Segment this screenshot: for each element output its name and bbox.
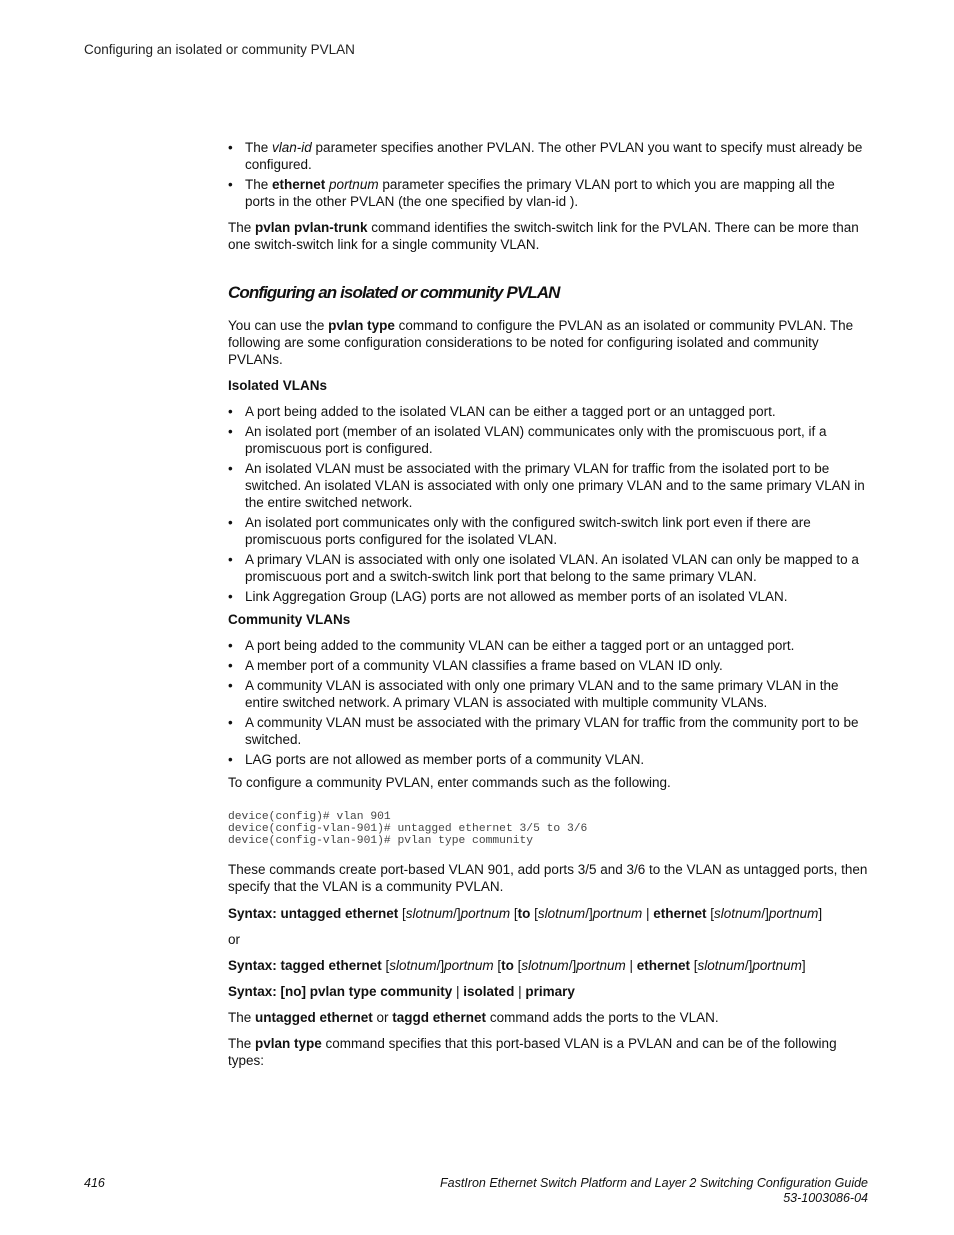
bold-term: ethernet	[272, 177, 326, 192]
italic-term: portnum	[444, 958, 494, 973]
bold-term: pvlan type	[255, 1036, 322, 1051]
list-item: • The vlan-id parameter specifies another PVLAN. The other PVLAN you want to specify must already be configured.	[228, 139, 868, 173]
list-item: • An isolated port communicates only with the configured switch-switch link port even if there are promiscuous ports configured for the isolated VLAN.	[228, 514, 868, 548]
list-item: • LAG ports are not allowed as member ports of a community VLAN.	[228, 751, 868, 768]
list-item: • An isolated port (member of an isolated VLAN) communicates only with the promiscuous port, if a promiscuous port is configured.	[228, 423, 868, 457]
config-intro-paragraph: To configure a community PVLAN, enter commands such as the following.	[228, 775, 671, 790]
footer-doc-info	[440, 1176, 868, 1206]
pvlan-trunk-paragraph: The pvlan pvlan-trunk command identifies the switch-switch link for the PVLAN. There can be more than one switch-switch link for a single community VLAN.	[228, 220, 859, 252]
list-item: • A port being added to the isolated VLAN can be either a tagged port or an untagged port.	[228, 403, 868, 420]
list-item: • A primary VLAN is associated with only one isolated VLAN. An isolated VLAN can only be mapped to a promiscuous port and a switch-switch link port that belong to the same primary VLAN.	[228, 551, 868, 585]
footer-doc-title: FastIron Ethernet Switch Platform and Layer 2 Switching Configuration Guide	[440, 1176, 868, 1190]
italic-term: portnum	[460, 906, 511, 921]
isolated-vlans-list	[228, 403, 868, 605]
italic-term: slotnum	[389, 958, 437, 973]
running-header: Configuring an isolated or community PVLAN	[84, 42, 355, 57]
bold-term: taggd ethernet	[392, 1010, 487, 1025]
bold-term: Syntax: tagged ethernet	[228, 958, 382, 973]
bold-term: primary	[525, 984, 575, 999]
footer-doc-number: 53-1003086-04	[783, 1191, 868, 1205]
italic-term: slotnum	[405, 906, 454, 921]
bold-term: pvlan pvlan-trunk	[255, 220, 368, 235]
list-item: • Link Aggregation Group (LAG) ports are not allowed as member ports of an isolated VLAN.	[228, 588, 868, 605]
after-code-paragraph: These commands create port-based VLAN 901, add ports 3/5 and 3/6 to the VLAN as untagged ports, then specify that the VLAN is a community PVLAN.	[228, 862, 868, 894]
page-number: 416	[84, 1176, 105, 1190]
bold-term: untagged ethernet	[255, 1010, 373, 1025]
community-vlans-heading: Community VLANs	[228, 612, 351, 627]
list-item: • A community VLAN must be associated with the primary VLAN for traffic from the community port to be switched.	[228, 714, 868, 748]
section-intro-paragraph: You can use the pvlan type command to configure the PVLAN as an isolated or community PVLAN. The following are some configuration considerations to be noted for configuring isolated and community PVLANs.	[228, 318, 854, 367]
italic-term: portnum	[576, 958, 626, 973]
syntax-tagged: Syntax: tagged ethernet [slotnum/]portnum [to [slotnum/]portnum | ethernet [slotnum/]portnum]	[228, 958, 806, 973]
italic-term: portnum	[592, 906, 643, 921]
list-item: • A port being added to the community VLAN can be either a tagged port or an untagged port.	[228, 637, 868, 654]
bold-term: isolated	[463, 984, 515, 999]
list-item: • A member port of a community VLAN classifies a frame based on VLAN ID only.	[228, 657, 868, 674]
italic-term: slotnum	[521, 958, 569, 973]
intro-bullets	[228, 139, 868, 210]
code-example: device(config)# vlan 901 device(config-vlan-901)# untagged ethernet 3/5 to 3/6 device(config-vlan-901)# pvlan type community	[228, 811, 588, 847]
page-content	[228, 139, 868, 1069]
italic-term: vlan-id	[272, 140, 312, 155]
bold-term: to	[501, 958, 514, 973]
community-vlans-list	[228, 637, 868, 768]
syntax-untagged: Syntax: untagged ethernet [slotnum/]portnum [to [slotnum/]portnum | ethernet [slotnum/]portnum]	[228, 906, 823, 921]
bold-term: ethernet	[653, 906, 707, 921]
or-text: or	[228, 932, 241, 947]
bold-term: pvlan type	[328, 318, 395, 333]
pvlan-type-description: The pvlan type command specifies that this port-based VLAN is a PVLAN and can be of the following types:	[228, 1036, 837, 1068]
italic-term: slotnum	[714, 906, 762, 921]
italic-term: portnum	[768, 906, 819, 921]
italic-term: slotnum	[537, 906, 586, 921]
bold-term: to	[517, 906, 531, 921]
list-item: • A community VLAN is associated with only one primary VLAN and to the same primary VLAN in the entire switched network. A primary VLAN is associated with multiple community VLANs.	[228, 677, 868, 711]
bold-term: Syntax: [no] pvlan type community	[228, 984, 453, 999]
bold-term: ethernet	[636, 958, 691, 973]
syntax-pvlan-type: Syntax: [no] pvlan type community | isolated | primary	[228, 984, 575, 999]
bold-term: Syntax: untagged ethernet	[228, 906, 399, 921]
isolated-vlans-heading: Isolated VLANs	[228, 378, 328, 393]
italic-term: portnum	[752, 958, 802, 973]
untagged-description: The untagged ethernet or taggd ethernet command adds the ports to the VLAN.	[228, 1010, 719, 1025]
list-item: • An isolated VLAN must be associated with the primary VLAN for traffic from the isolated port to be switched. An isolated VLAN is associated with only one primary VLAN and to the same primary VLAN in the entire switched network.	[228, 460, 868, 511]
list-item: • The ethernet portnum parameter specifies the primary VLAN port to which you are mapping all the ports in the other PVLAN (the one specified by vlan-id ).	[228, 176, 868, 210]
section-heading: Configuring an isolated or community PVLAN	[228, 283, 560, 302]
italic-term: portnum	[329, 177, 379, 192]
italic-term: slotnum	[697, 958, 745, 973]
